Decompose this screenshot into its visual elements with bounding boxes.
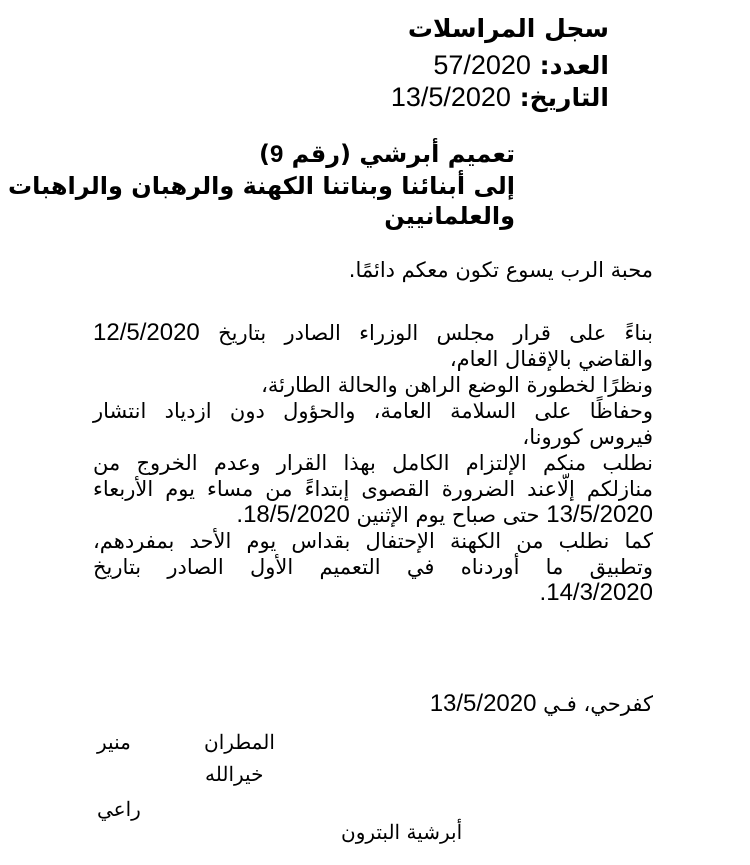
text: حتى صباح يوم الإثنين	[356, 503, 540, 527]
paragraph-3-line-2: فيروس كورونا،	[522, 425, 653, 449]
document-date	[391, 82, 609, 113]
document-number	[433, 50, 609, 81]
date-label: التاريخ:	[519, 83, 609, 112]
paragraph-5-line-1: كما نطلب من الكهنة الإحتفال بقداس يوم الأحد بمفردهم،	[93, 529, 653, 553]
number-value: 57/2020	[433, 50, 531, 80]
body-text	[93, 320, 653, 606]
signature-last-name: خيرالله	[205, 762, 264, 786]
circular-title	[259, 138, 515, 171]
paragraph-4-line-2: منازلكم إلّاعند الضرورة القصوى إبتداءً من مساء يوم الأربعاء	[93, 477, 653, 501]
cabinet-decision-date: 12/5/2020	[93, 319, 200, 346]
title-text: تعميم أبرشي (رقم	[283, 140, 515, 168]
signature-role: راعي	[97, 797, 141, 821]
paragraph-5-line-3	[93, 580, 653, 606]
number-label: العدد:	[539, 51, 609, 80]
closing-date: 13/5/2020	[429, 690, 537, 717]
title-paren: )	[258, 140, 270, 168]
registry-label: سجل المراسلات	[407, 14, 609, 43]
paragraph-5-line-2: وتطبيق ما أوردناه في التعميم الأول الصادر بتاريخ	[93, 555, 653, 579]
first-circular-date: 14/3/2020.	[539, 579, 653, 606]
date-value: 13/5/2020	[390, 82, 511, 112]
paragraph-3-line-1: وحفاظًا على السلامة العامة، والحؤول دون ازدياد انتشار	[93, 399, 653, 423]
text: بناءً على قرار مجلس الوزراء الصادر بتاريخ	[218, 321, 653, 345]
signature-first-name: منير	[97, 730, 131, 754]
paragraph-1-line-2: والقاضي بالإقفال العام،	[449, 347, 653, 371]
addressees-line-2: والعلمانيين	[384, 202, 515, 230]
paragraph-1-line-1	[93, 320, 653, 346]
paragraph-4-line-1: نطلب منكم الإلتزام الكامل بهذا القرار وعدم الخروج من	[93, 451, 653, 475]
circular-number: 9	[269, 141, 284, 168]
signature-diocese: أبرشية البترون	[341, 820, 463, 844]
addressees-line: إلى أبنائنا وبناتنا الكهنة والرهبان والراهبات	[7, 172, 515, 200]
place: كفرحي، فـي	[543, 692, 653, 716]
closing-place-date	[430, 690, 653, 718]
paragraph-4-line-3	[93, 502, 653, 528]
start-date: 13/5/2020	[546, 501, 653, 528]
paragraph-2-line-1: ونظرًا لخطورة الوضع الراهن والحالة الطارئة،	[261, 373, 653, 397]
signature-title: المطران	[204, 730, 275, 754]
greeting: محبة الرب يسوع تكون معكم دائمًا.	[348, 258, 653, 282]
end-date: 18/5/2020.	[236, 501, 350, 528]
